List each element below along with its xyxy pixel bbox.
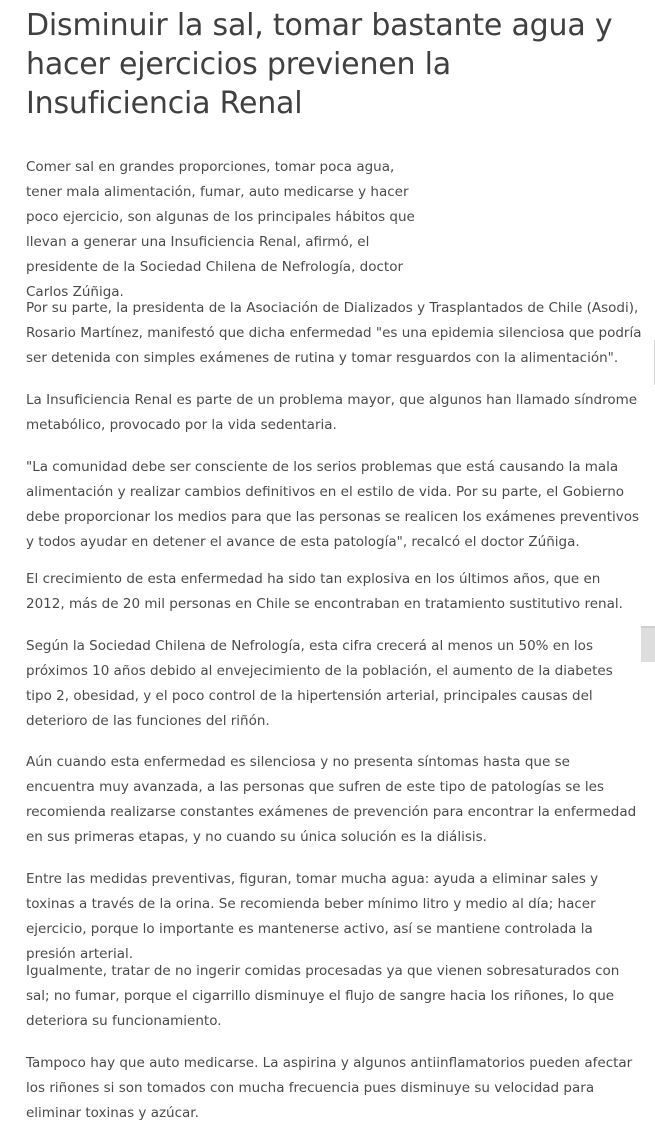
article-paragraph: La Insuficiencia Renal es parte de un problema mayor, que algunos han llamado síndrome metabólico, provocado por la vida sedentaria. [26,392,638,433]
article-paragraph-quote: "La comunidad debe ser consciente de los serios problemas que está causando la mala alimentación y realizar cambios definitivos en el estilo de vida. Por su parte, el Gobierno debe proporcionar los medios para que las personas se realicen los exámenes preventivos y todos ayudar en detener el avance de esta patología", recalcó el doctor Zúñiga. [26,459,640,550]
article-paragraph: Entre las medidas preventivas, figuran, tomar mucha agua: ayuda a eliminar sales y toxinas a través de la orina. Se recomienda beber mínimo litro y medio al día; hacer ejercicio, porque lo importante es mantenerse activo, así se mantiene controlada la presión arterial. [26,871,599,962]
article-paragraph: Igualmente, tratar de no ingerir comidas procesadas ya que vienen sobresaturados con sal; no fumar, porque el cigarrillo disminuye el flujo de sangre hacia los riñones, lo que deteriora su funcionamiento. [26,963,620,1029]
article-paragraph: El crecimiento de esta enfermedad ha sido tan explosiva en los últimos años, que en 2012, más de 20 mil personas en Chile se encontraban en tratamiento sustitutivo renal. [26,571,623,612]
article-paragraph: Tampoco hay que auto medicarse. La aspirina y algunos antiinflamatorios pueden afectar los riñones si son tomados con mucha frecuencia pues disminuye su velocidad para eliminar toxinas y azúcar. [26,1055,633,1121]
article-paragraph: Según la Sociedad Chilena de Nefrología, esta cifra crecerá al menos un 50% en los próximos 10 años debido al envejecimiento de la población, el aumento de la diabetes tipo 2, obesidad, y el poco control de la hipertensión arterial, principales causas del deterioro de las funciones del riñón. [26,638,613,729]
article [26,0,642,1121]
article-paragraph-intro: Comer sal en grandes proporciones, tomar poca agua, tener mala alimentación, fumar, auto medicarse y hacer poco ejercicio, son algunas de los principales hábitos que llevan a generar una Insuficiencia Renal, afirmó, el presidente de la Sociedad Chilena de Nefrología, doctor Carlos Zúñiga. [26,159,415,300]
article-title: Disminuir la sal, tomar bastante agua y hacer ejercicios previenen la Insuficiencia Renal [26,8,613,121]
article-paragraph: Por su parte, la presidenta de la Asociación de Dializados y Trasplantados de Chile (Asodi), Rosario Martínez, manifestó que dicha enfermedad "es una epidemia silenciosa que podría ser detenida con simples exámenes de rutina y tomar resguardos con la alimentación". [26,300,642,366]
article-paragraph: Aún cuando esta enfermedad es silenciosa y no presenta síntomas hasta que se encuentra muy avanzada, a las personas que sufren de este tipo de patologías se les recomienda realizarse constantes exámenes de prevención para encontrar la enfermedad en sus primeras etapas, y no cuando su única solución es la diálisis. [26,754,637,845]
scrollbar-thumb[interactable] [641,626,655,662]
